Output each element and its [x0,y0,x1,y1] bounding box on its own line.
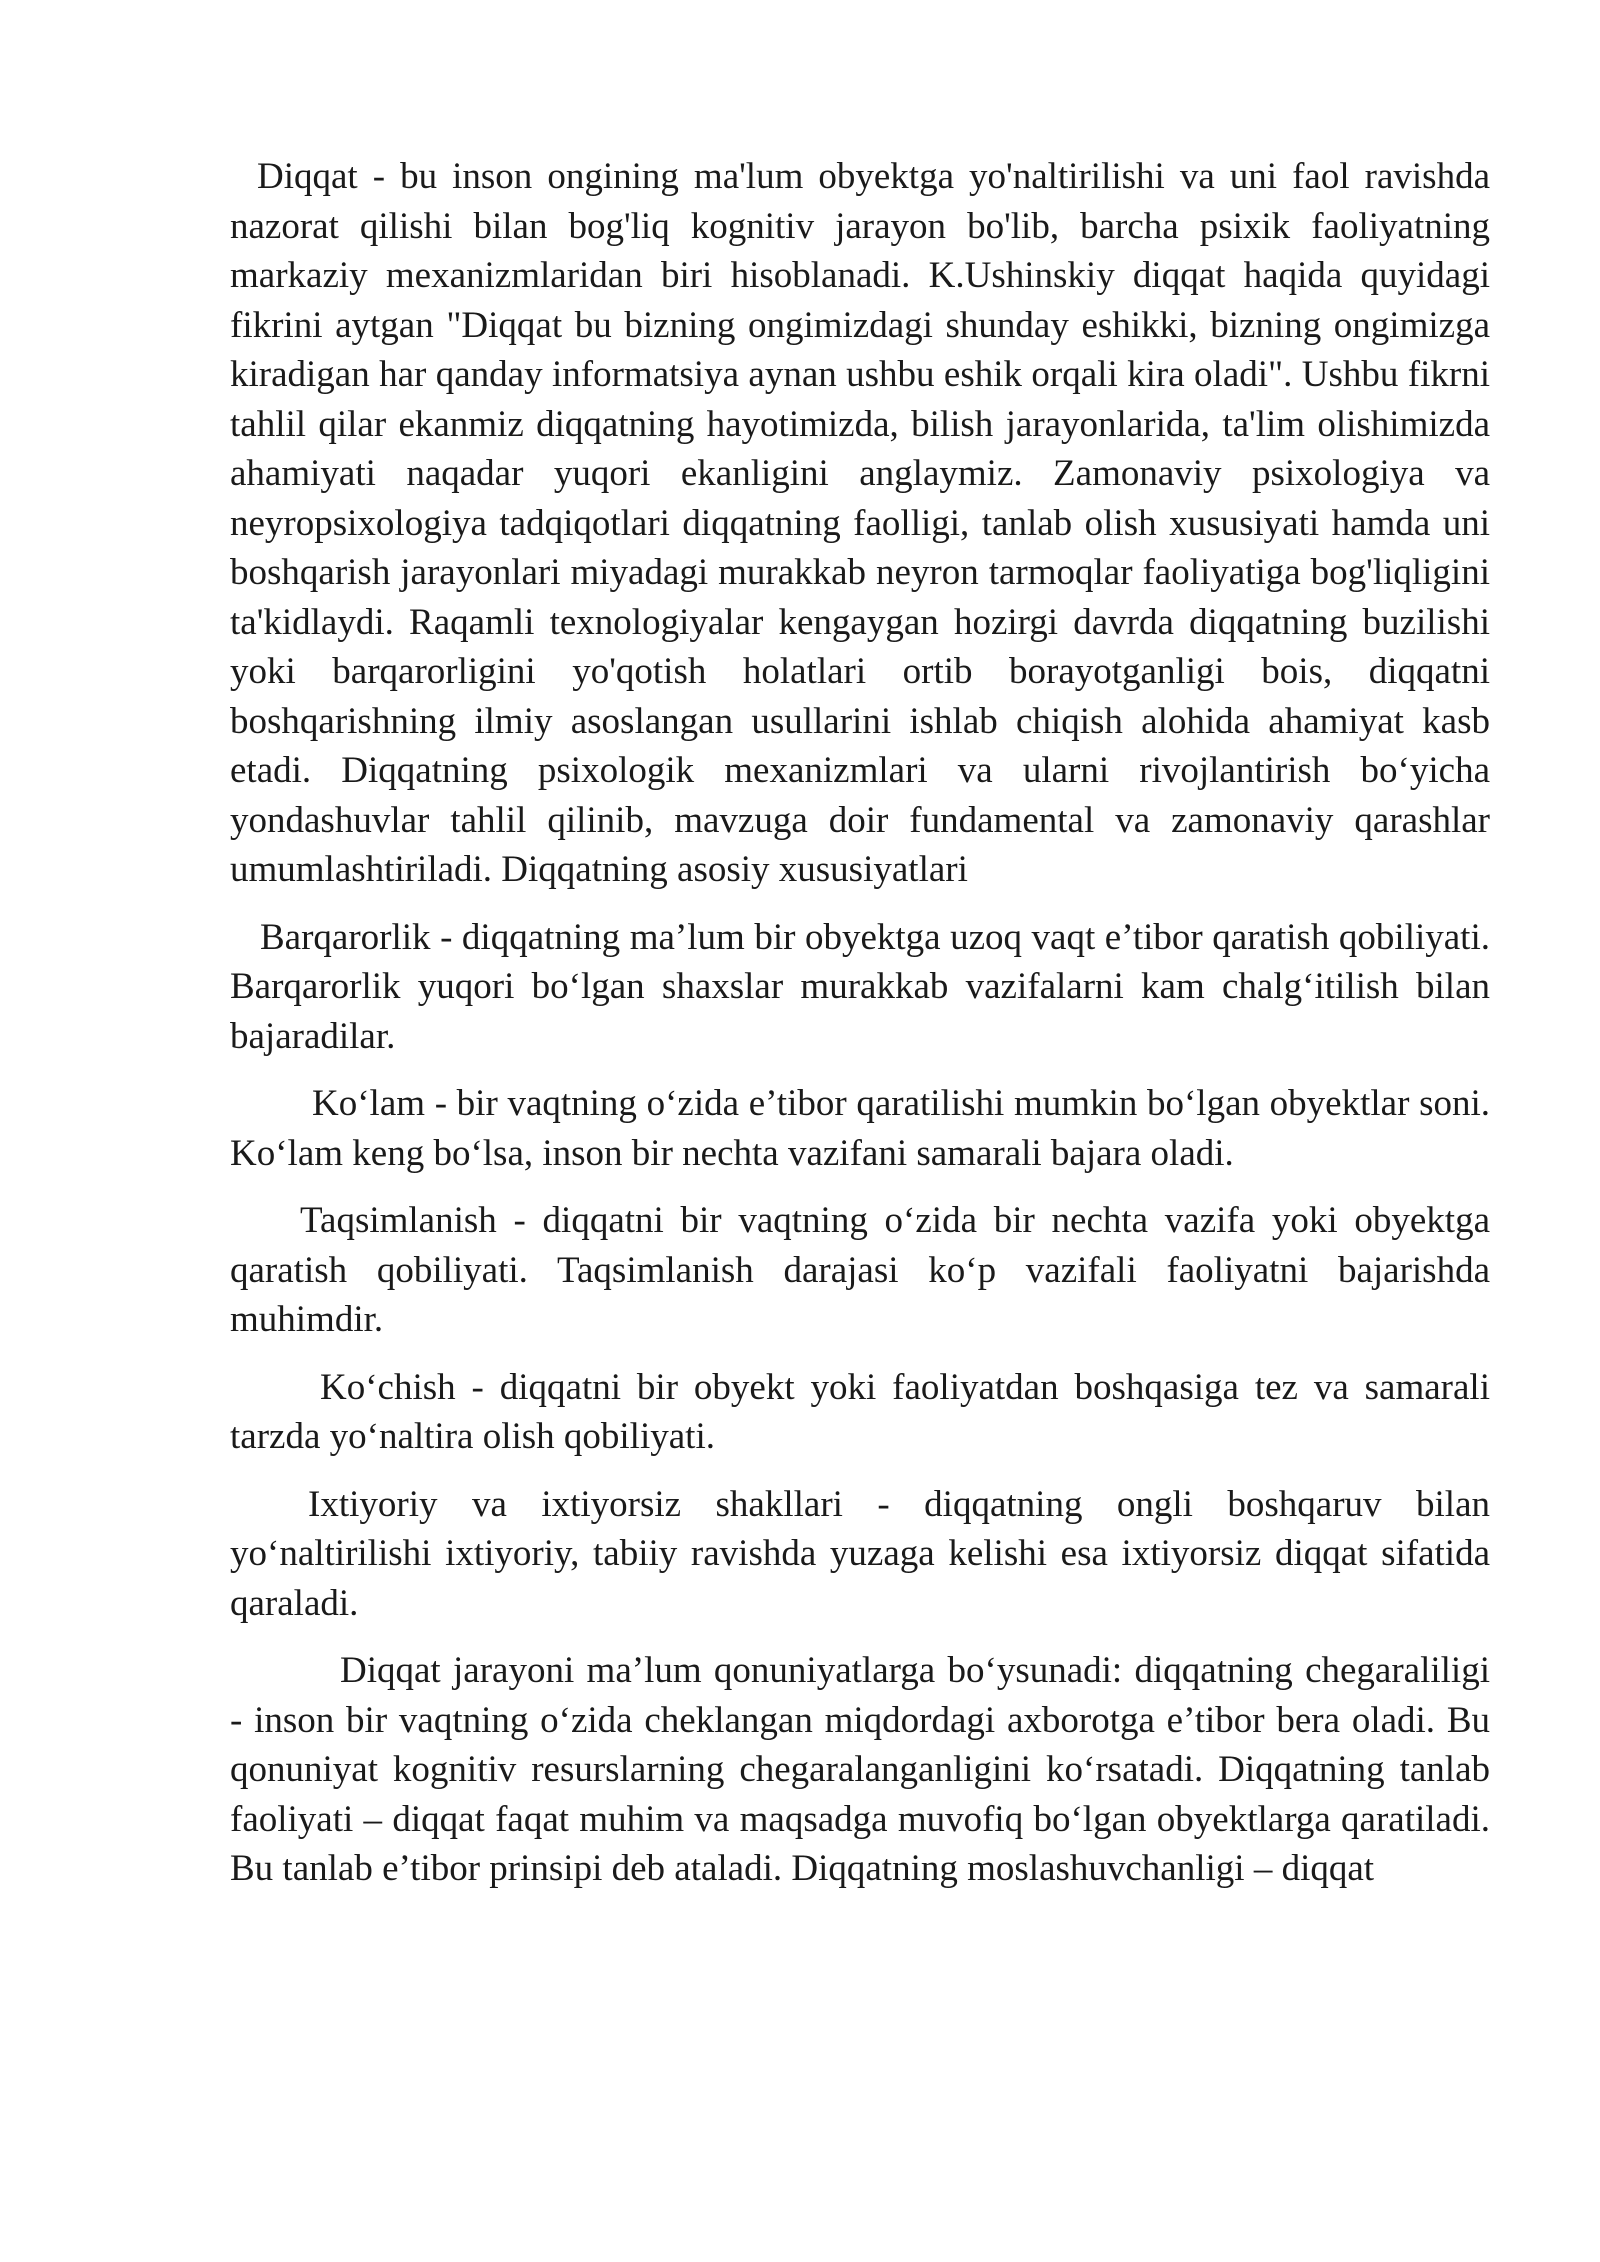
paragraph-kochish: Ko‘chish - diqqatni bir obyekt yoki faoliyatdan boshqasiga tez va samarali tarzda yo‘naltira olish qobiliyati. [230,1366,1490,1457]
paragraph-barqarorlik: Barqarorlik - diqqatning ma’lum bir obyektga uzoq vaqt e’tibor qaratish qobiliyati. Barqarorlik yuqori bo‘lgan shaxslar murakkab vazifalarni kam chalg‘itilish bilan bajaradilar. [230,916,1490,1057]
paragraph-qonuniyatlar: Diqqat jarayoni ma’lum qonuniyatlarga bo‘ysunadi: diqqatning chegaraliligi - inson bir vaqtning o‘zida cheklangan miqdordagi axborotga e’tibor bera oladi. Bu qonuniyat kognitiv resurslarning chegaralanganligini ko‘rsatadi. Diqqatning tanlab faoliyati – diqqat faqat muhim va maqsadga muvofiq bo‘lgan obyektlarga qaratiladi. Bu tanlab e’tibor prinsipi deb ataladi. Diqqatning moslashuvchanligi – diqqat [230,1650,1490,1889]
paragraph-ixtiyoriy-ixtiyorsiz: Ixtiyoriy va ixtiyorsiz shakllari - diqqatning ongli boshqaruv bilan yo‘naltirilishi ixtiyoriy, tabiiy ravishda yuzaga kelishi esa ixtiyorsiz diqqat sifatida qaraladi. [230,1483,1490,1624]
paragraph-kolam: Ko‘lam - bir vaqtning o‘zida e’tibor qaratilishi mumkin bo‘lgan obyektlar soni. Ko‘lam keng bo‘lsa, inson bir nechta vazifani samarali bajara oladi. [230,1083,1490,1174]
paragraph-diqqat-definition: Diqqat - bu inson ongining ma'lum obyektga yo'naltirilishi va uni faol ravishda nazorat qilishi bilan bog'liq kognitiv jarayon bo'lib, barcha psixik faoliyatning markaziy mexanizmlaridan biri hisoblanadi. K.Ushinskiy diqqat haqida quyidagi fikrini aytgan "Diqqat bu bizning ongimizdagi shunday eshikki, bizning ongimizga kiradigan har qanday informatsiya aynan ushbu eshik orqali kira oladi". Ushbu fikrni tahlil qilar ekanmiz diqqatning hayotimizda, bilish jarayonlarida, ta'lim olishimizda ahamiyati naqadar yuqori ekanligini anglaymiz. Zamonaviy psixologiya va neyropsixologiya tadqiqotlari diqqatning faolligi, tanlab olish xususiyati hamda uni boshqarish jarayonlari miyadagi murakkab neyron tarmoqlar faoliyatiga bog'liqligini ta'kidlaydi. Raqamli texnologiyalar kengaygan hozirgi davrda diqqatning buzilishi yoki barqarorligini yo'qotish holatlari ortib borayotganligi bois, diqqatni boshqarishning ilmiy asoslangan usullarini ishlab chiqish alohida ahamiyat kasb etadi. Diqqatning psixologik mexanizmlari va ularni rivojlantirish bo‘yicha yondashuvlar tahlil qilinib, mavzuga doir fundamental va zamonaviy qarashlar umumlashtiriladi. Diqqatning asosiy xususiyatlari [230,156,1490,890]
paragraph-taqsimlanish: Taqsimlanish - diqqatni bir vaqtning o‘zida bir nechta vazifa yoki obyektga qaratish qobiliyati. Taqsimlanish darajasi ko‘p vazifali faoliyatni bajarishda muhimdir. [230,1200,1490,1340]
document-page [230,152,1490,1894]
